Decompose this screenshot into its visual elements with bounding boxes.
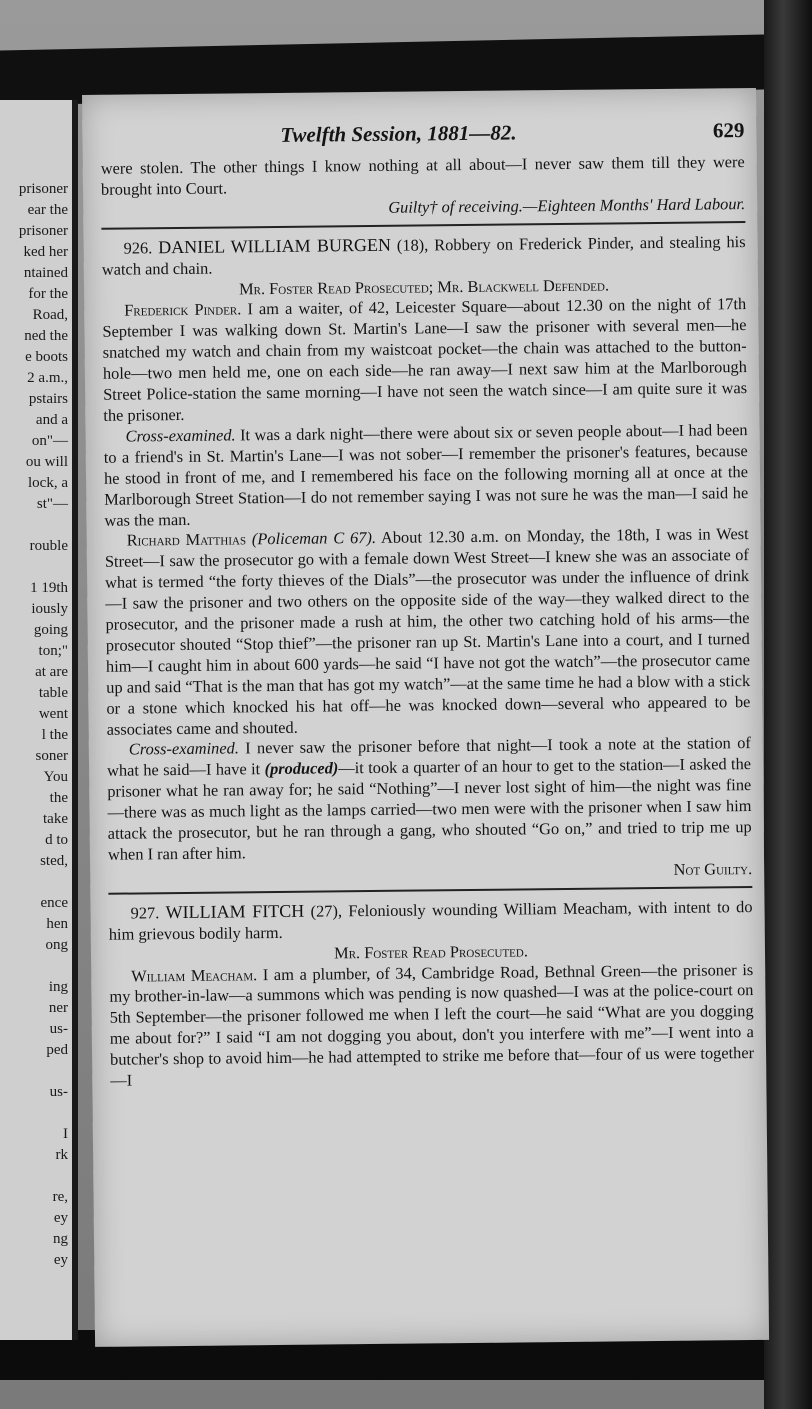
left-page-line: l the [41, 727, 68, 743]
cross-label: Cross-examined. [128, 738, 239, 760]
left-page-line: ng [53, 1231, 68, 1247]
left-page-line: going [33, 622, 68, 638]
left-page-line: ey [53, 1252, 68, 1268]
witness-role: (Policeman C 67). [251, 528, 377, 549]
left-page-line: ked her [23, 244, 68, 260]
page-content [100, 118, 755, 1092]
case-number: 926. [123, 237, 153, 258]
intro-verdict: Guilty† of receiving.—Eighteen Months' Hard Labour. [388, 193, 746, 217]
left-page-line: You [43, 769, 68, 785]
left-page-line: ence [40, 895, 68, 911]
cross-label: Cross-examined. [125, 425, 236, 446]
left-page-line: ton;" [38, 643, 68, 659]
left-page-line: went [38, 706, 68, 722]
running-title: Twelfth Session, 1881—82. [280, 120, 517, 147]
defendant-name: WILLIAM FITCH [165, 900, 305, 922]
left-page-line: hen [46, 916, 68, 932]
document-page [82, 88, 769, 1347]
witness-name: William Meacham. [131, 964, 258, 986]
case-number: 927. [130, 903, 160, 923]
left-page-line: the [49, 790, 68, 806]
left-page-line: d to [45, 832, 68, 848]
case-divider [108, 886, 752, 895]
left-page-line: rk [55, 1147, 68, 1163]
left-page-line: ey [53, 1210, 68, 1226]
left-page-fragment [0, 100, 78, 1340]
left-page-line: us- [49, 1084, 68, 1100]
left-page-line: iously [31, 601, 68, 617]
left-page-line: table [38, 685, 68, 701]
left-page-line: 2 a.m., [27, 370, 68, 386]
left-page-line: lock, a [28, 475, 68, 491]
witness-matthias-testimony [105, 524, 751, 740]
left-page-line: ong [45, 937, 68, 953]
left-page-line: take [43, 811, 68, 827]
left-page-line: e boots [25, 349, 68, 365]
left-page-line: pstairs [28, 391, 68, 407]
witness-meacham-testimony [109, 960, 754, 1092]
left-page-line: sted, [40, 853, 68, 869]
intro-paragraph: were stolen. The other things I know nothing at all about—I never saw them till they were brought into Court. [100, 152, 745, 199]
witness-matthias-cross [107, 734, 752, 866]
left-page-line: at are [35, 664, 68, 680]
left-page-line: ou will [25, 454, 68, 470]
testimony-text: About 12.30 a.m. on Monday, the 18th, I was in West Street—I saw the prosecutor go with a female down West Street—I knew she was an associate of what is termed “the forty thieves of the Dials”—the prosecutor was under the influence of drink—I saw the prisoner and two others on the opposite side of the way—they walked direct to the prosecutor, and the prisoner made a rush at him, the other two catching hold of his arms—the prosecutor shouted “Stop thief”—the prisoner ran up St. Martin's Lane into a court, and I turned him—I caught him in about 600 yards—he said “I have not got the watch”—the prosecutor came up and said “That is the man that has got my watch”—at the same time he had a blow with a stick or a stone which knocked his hat off—he was knocked down—several who appeared to be associates came and shouted. [104, 524, 751, 739]
case-divider [101, 221, 745, 230]
left-page-line: prisoner [18, 181, 68, 197]
cross-text: It was a dark night—there were about six or seven people about—I had been to a friend's in St. Martin's Lane—I was not sober—I remember the prisoner's features, because he stood in front of me, and I remembered his face on the following morning all at once at the Marlborough Street Station—I do not remember saying I was not sure he was the man—I said he was the man. [103, 419, 749, 530]
left-page-line: for the [28, 286, 68, 302]
left-page-line: soner [35, 748, 68, 764]
testimony-text: I am a waiter, of 42, Leicester Square—about 12.30 on the night of 17th September I was walking down St. Martin's Lane—I saw the prisoner with several men—he snatched my watch and chain from my waistcoat pocket—the chain was attached to the button-hole—two men held me, one on each side—he ran away—I next saw him at the Marlborough Street Police-station the same morning—I have not seen the watch since—I am quite sure it was the prisoner. [102, 294, 748, 425]
left-page-line: st"— [36, 496, 68, 512]
case-926-verdict: Not Guilty. [673, 858, 753, 879]
charge-text: (27), Feloniously wounding William Meacham, with intent to do him grievous bodily harm. [108, 896, 753, 944]
testimony-text: I am a plumber, of 34, Cambridge Road, Bethnal Green—the prisoner is my brother-in-law—a summons which was pending is now quashed—I was at the police-court on 5th September—the prisoner followed me when I left the court—he said “What are you dogging me about for?” I said “I am not dogging you about, don't you interfere with me”—I went into a butcher's shop to avoid him—he had attempted to strike me before that—four of us were together—I [109, 959, 755, 1090]
left-page-line: rouble [29, 538, 68, 554]
produced-note: (produced) [264, 758, 339, 779]
page-number: 629 [712, 118, 745, 143]
cross-text-cont: —it took a quarter of an hour to get to the station—I asked the prisoner what he ran away for; he said “Nothing”—I never lost sight of him—the night was fine—there was as much light as the lamps carried—two men were with the prisoner when I saw him attack the prosecutor, but he ran through a gang, who shouted “Go on,” and tried to trip me up when I ran after him. [107, 754, 752, 864]
left-page-line: Road, [32, 307, 68, 323]
left-page-line: on"— [31, 433, 68, 449]
left-page-line: prisoner [18, 223, 68, 239]
left-page-line: re, [52, 1189, 68, 1205]
left-page-line: ear the [27, 202, 68, 218]
cross-text: I never saw the prisoner before that night—I took a note at the station of what he said—I have it [106, 733, 751, 781]
counsel-line: Mr. Foster Read Prosecuted. [333, 941, 528, 963]
left-page-line: ing [48, 979, 68, 995]
case-927-heading [108, 896, 752, 946]
charge-text: (18), Robbery on Frederick Pinder, and stealing his watch and chain. [101, 231, 746, 279]
left-page-line: ped [46, 1042, 68, 1058]
defendant-name: DANIEL WILLIAM BURGEN [158, 234, 391, 257]
left-page-line: 1 19th [30, 580, 68, 596]
witness-name: Richard Matthias [126, 529, 247, 550]
left-page-line: and a [35, 412, 68, 428]
left-page-line: ner [48, 1000, 68, 1016]
witness-pinder-testimony [102, 294, 747, 426]
left-page-line: I [63, 1126, 68, 1142]
case-926-heading [101, 231, 745, 281]
left-page-line: ned the [24, 328, 68, 344]
witness-pinder-cross [103, 420, 748, 531]
left-page-line: ntained [23, 265, 68, 281]
counsel-line: Mr. Foster Read Prosecuted; Mr. Blackwell Defended. [238, 275, 610, 298]
book-edge-right [764, 0, 812, 1409]
left-page-line: us- [49, 1021, 68, 1037]
witness-name: Frederick Pinder. [124, 299, 242, 321]
